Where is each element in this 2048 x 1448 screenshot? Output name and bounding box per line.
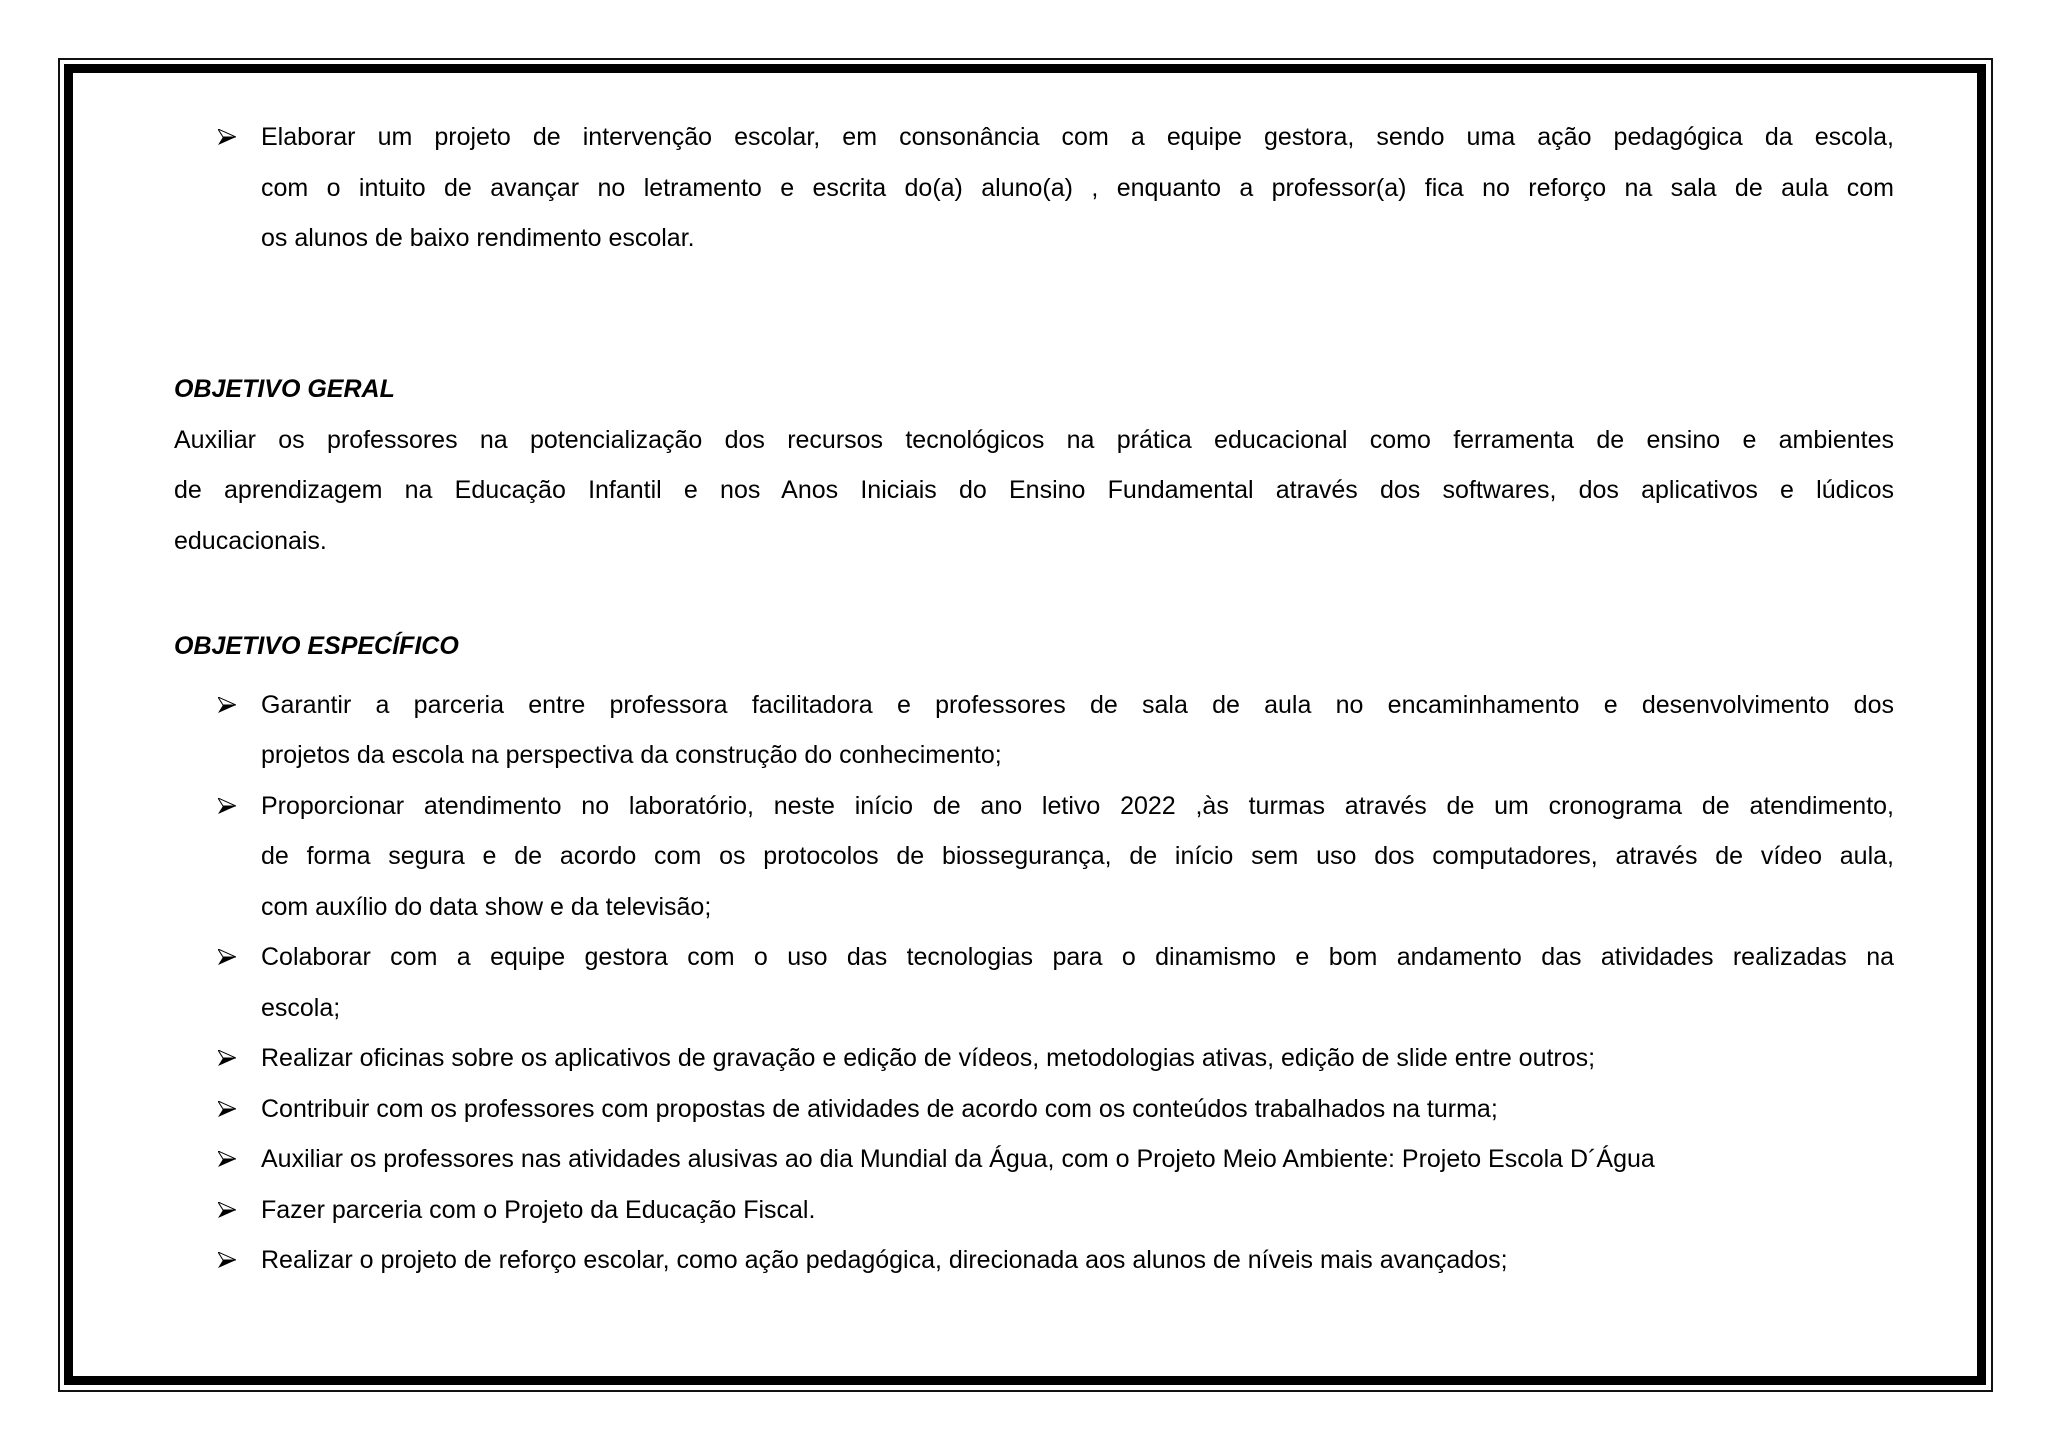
text-line: escola; [261, 993, 341, 1022]
text-line: com o intuito de avançar no letramento e escrita do(a) aluno(a) , enquanto a professor(a) fica no reforço na sala de aula com [261, 173, 1894, 202]
objetivo-geral-heading: OBJETIVO GERAL [174, 375, 395, 403]
arrowhead-bullet-icon [218, 1185, 236, 1236]
objetivo-especifico-section [174, 621, 1894, 1286]
objetivo-geral-paragraph [174, 415, 1894, 567]
text-line: com auxílio do data show e da televisão; [261, 892, 712, 921]
text-line: educacionais. [174, 526, 327, 555]
arrowhead-bullet-icon [218, 781, 236, 832]
text-line: Auxiliar os professores na potencialização dos recursos tecnológicos na prática educacional como ferramenta de ensino e ambientes [174, 425, 1894, 454]
list-item [174, 112, 1894, 264]
text-line: Proporcionar atendimento no laboratório, neste início de ano letivo 2022 ,às turmas através de um cronograma de atendimento, [261, 791, 1894, 820]
text-line: de forma segura e de acordo com os protocolos de biossegurança, de início sem uso dos computadores, através de vídeo aula, [261, 842, 1894, 870]
text-line: Realizar o projeto de reforço escolar, como ação pedagógica, direcionada aos alunos de níveis mais avançados; [261, 1246, 1508, 1274]
objetivo-especifico-list [174, 680, 1894, 1286]
arrowhead-bullet-icon [218, 112, 236, 163]
list-item [174, 1033, 1894, 1084]
text-line: Realizar oficinas sobre os aplicativos de gravação e edição de vídeos, metodologias ativas, edição de slide entre outros; [261, 1044, 1596, 1072]
list-item [174, 932, 1894, 1033]
text-line: Colaborar com a equipe gestora com o uso das tecnologias para o dinamismo e bom andamento das atividades realizadas na [261, 943, 1894, 971]
list-item [174, 1185, 1894, 1236]
objetivo-geral-section [174, 364, 1894, 566]
list-item [174, 1235, 1894, 1286]
text-line: projetos da escola na perspectiva da construção do conhecimento; [261, 741, 1002, 769]
text-line: Contribuir com os professores com propostas de atividades de acordo com os conteúdos trabalhados na turma; [261, 1094, 1498, 1123]
arrowhead-bullet-icon [218, 1033, 236, 1084]
text-line: de aprendizagem na Educação Infantil e nos Anos Iniciais do Ensino Fundamental através dos softwares, dos aplicativos e lúdicos [174, 476, 1894, 504]
text-line: Auxiliar os professores nas atividades alusivas ao dia Mundial da Água, com o Projeto Meio Ambiente: Projeto Escola D´Água [261, 1145, 1655, 1173]
intro-section [174, 112, 1894, 264]
list-item [174, 781, 1894, 933]
objetivo-especifico-heading: OBJETIVO ESPECÍFICO [174, 632, 459, 660]
list-item [174, 1134, 1894, 1185]
arrowhead-bullet-icon [218, 1134, 236, 1185]
list-item [174, 1084, 1894, 1135]
text-line: Garantir a parceria entre professora facilitadora e professores de sala de aula no encaminhamento e desenvolvimento dos [261, 690, 1894, 719]
list-item [174, 680, 1894, 781]
arrowhead-bullet-icon [218, 1235, 236, 1286]
arrowhead-bullet-icon [218, 1084, 236, 1135]
text-line: Fazer parceria com o Projeto da Educação Fiscal. [261, 1195, 816, 1224]
arrowhead-bullet-icon [218, 680, 236, 731]
text-line: os alunos de baixo rendimento escolar. [261, 224, 695, 252]
arrowhead-bullet-icon [218, 932, 236, 983]
text-line: Elaborar um projeto de intervenção escolar, em consonância com a equipe gestora, sendo uma ação pedagógica da escola, [261, 123, 1894, 151]
